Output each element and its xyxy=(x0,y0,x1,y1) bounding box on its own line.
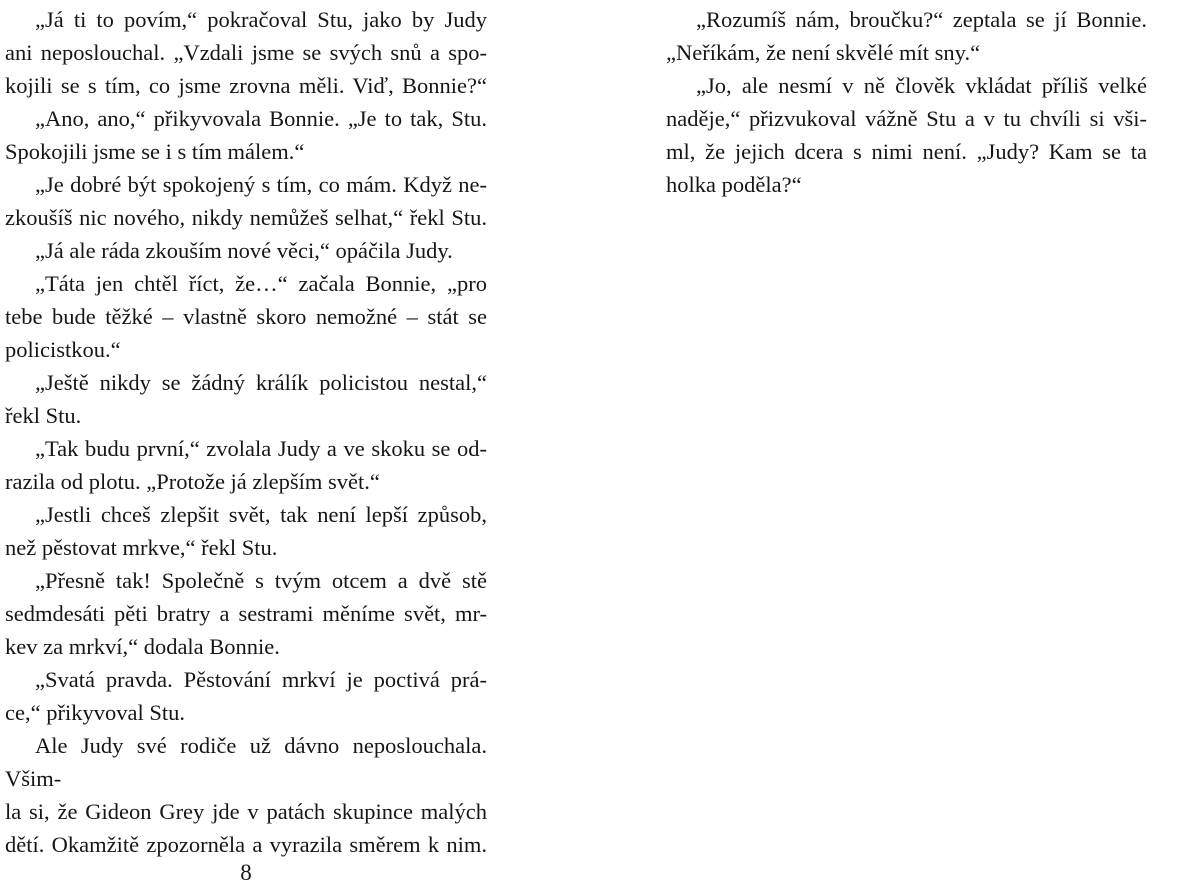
text-line: razila od plotu. „Protože já zlepším svět.“ xyxy=(5,469,380,494)
text-line: ml, že jejich dcera s nimi není. „Judy? Kam se ta xyxy=(666,139,1147,164)
text-line: kojili se s tím, co jsme zrovna měli. Viď, Bonnie?“ xyxy=(5,73,487,98)
text-line: „Přesně tak! Společně s tvým otcem a dvě stě xyxy=(35,568,487,593)
left-page-text-column xyxy=(5,3,487,861)
right-page-text-column xyxy=(666,3,1147,201)
text-line: dětí. Okamžitě zpozorněla a vyrazila směrem k nim. xyxy=(5,832,487,857)
text-line: kev za mrkví,“ dodala Bonnie. xyxy=(5,634,280,659)
text-line: tebe bude těžké – vlastně skoro nemožné – stát se xyxy=(5,304,487,329)
text-line: „Jestli chceš zlepšit svět, tak není lepší způsob, xyxy=(35,502,487,527)
text-line: „Svatá pravda. Pěstování mrkví je poctivá prá- xyxy=(35,667,487,692)
text-line: Spokojili jsme se i s tím málem.“ xyxy=(5,139,305,164)
text-line: „Já ti to povím,“ pokračoval Stu, jako by Judy xyxy=(35,7,487,32)
text-line: naděje,“ přizvukoval vážně Stu a v tu chvíli si vši- xyxy=(666,106,1147,131)
text-line: ce,“ přikyvoval Stu. xyxy=(5,700,185,725)
text-line: Ale Judy své rodiče už dávno neposlouchala. Všim- xyxy=(5,733,487,791)
text-line: řekl Stu. xyxy=(5,403,82,428)
text-line: policistkou.“ xyxy=(5,337,121,362)
text-line: „Je dobré být spokojený s tím, co mám. Když ne- xyxy=(35,172,487,197)
page-number: 8 xyxy=(240,860,252,885)
text-line: „Já ale ráda zkouším nové věci,“ opáčila Judy. xyxy=(35,238,453,263)
text-line: „Jo, ale nesmí v ně člověk vkládat příliš velké xyxy=(696,73,1147,98)
text-line: „Tak budu první,“ zvolala Judy a ve skoku se od- xyxy=(35,436,487,461)
text-line: holka poděla?“ xyxy=(666,172,802,197)
text-line: než pěstovat mrkve,“ řekl Stu. xyxy=(5,535,278,560)
text-line: ani neposlouchal. „Vzdali jsme se svých snů a spo- xyxy=(5,40,487,65)
text-line: „Ještě nikdy se žádný králík policistou nestal,“ xyxy=(35,370,487,395)
text-line: „Táta jen chtěl říct, že…“ začala Bonnie, „pro xyxy=(35,271,487,296)
text-line: zkoušíš nic nového, nikdy nemůžeš selhat,“ řekl Stu. xyxy=(5,205,487,230)
text-line: „Ano, ano,“ přikyvovala Bonnie. „Je to tak, Stu. xyxy=(35,106,487,131)
text-line: sedmdesáti pěti bratry a sestrami měníme svět, mr- xyxy=(5,601,487,626)
text-line: „Rozumíš nám, broučku?“ zeptala se jí Bonnie. xyxy=(696,7,1147,32)
text-line: „Neříkám, že není skvělé mít sny.“ xyxy=(666,40,981,65)
text-line: la si, že Gideon Grey jde v patách skupince malých xyxy=(5,799,487,824)
